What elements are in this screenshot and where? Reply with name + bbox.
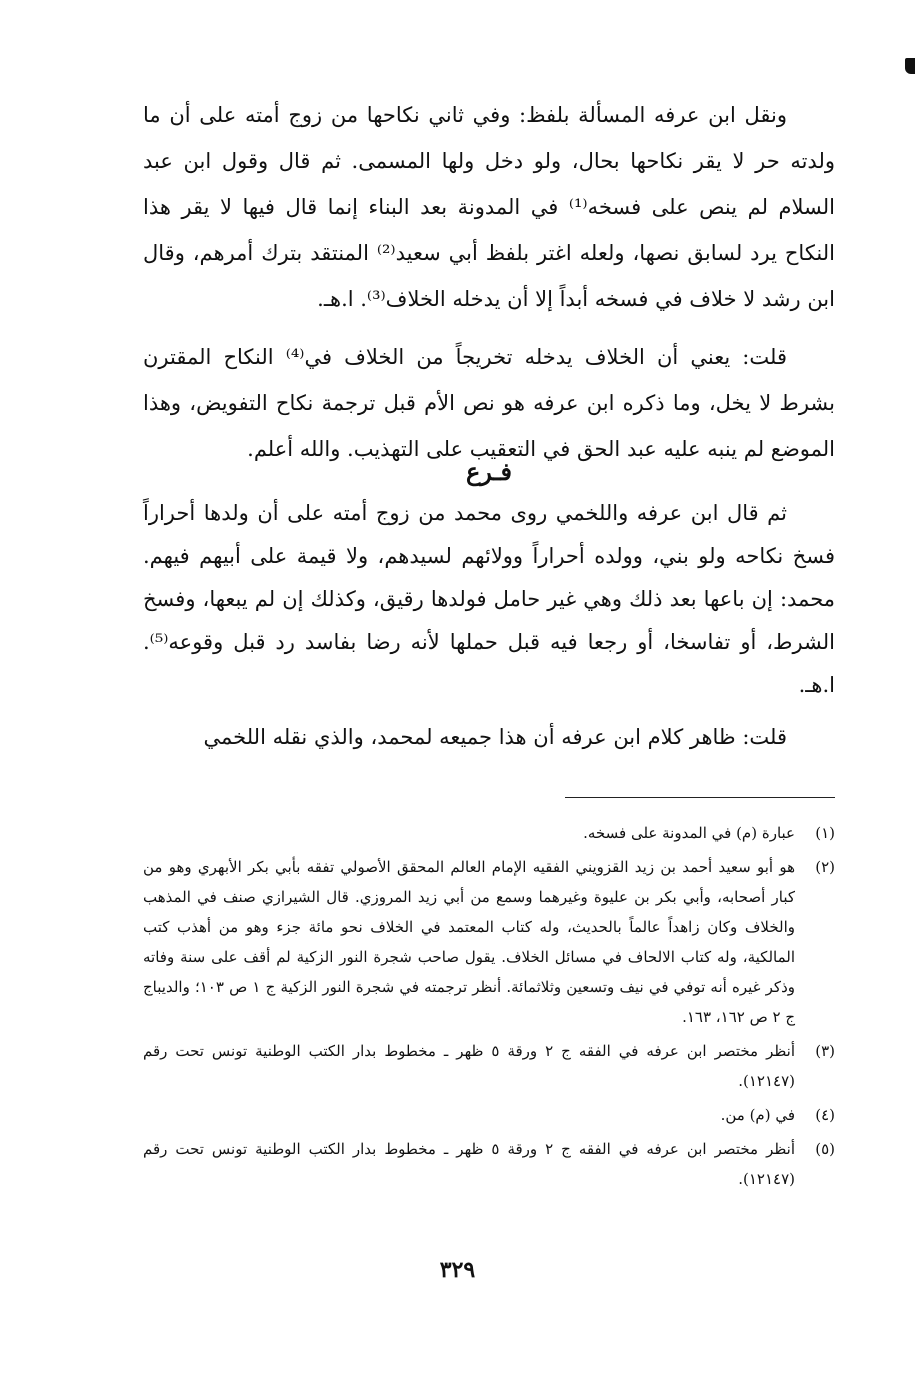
footnote-separator xyxy=(565,797,835,798)
section-heading: فـرع xyxy=(465,457,513,486)
footnote-number: (٥) xyxy=(815,1140,835,1158)
paragraph-3: ثم قال ابن عرفه واللخمي روى محمد من زوج أمته على أن ولدها أحراراً فسخ نكاحه ولو بني، وولده أحراراً وولائهم لسيدهم، ولا قيمة على أبيهم فيهم. محمد: إن باعها بعد ذلك وهي غير حامل فولدها رقيق، وكذلك إن لم يبعها، وفسخ الشرط، أو تفاسخا، أو رجعا فيه قبل حملها لأنه رضا بفاسد رد قبل وقوعه⁽⁵⁾. ا.هـ. xyxy=(143,501,835,697)
paragraph-2: قلت: يعني أن الخلاف يدخله تخريجاً من الخلاف في⁽⁴⁾ النكاح المقترن بشرط لا يخل، وما ذكره ابن عرفه هو نص الأم قبل ترجمة نكاح التفويض، وهذا الموضع لم ينبه عليه عبد الحق في التعقيب على التهذيب. والله أعلم. xyxy=(143,345,835,461)
footnote-text: أنظر مختصر ابن عرفه في الفقه ج ٢ ورقة ٥ ظهر ـ مخطوط بدار الكتب الوطنية تونس تحت رقم (١٢١٤٧). xyxy=(143,1140,795,1188)
section-text xyxy=(143,492,835,768)
footnote-3 xyxy=(143,1036,835,1096)
footnote-text: أنظر مختصر ابن عرفه في الفقه ج ٢ ورقة ٥ ظهر ـ مخطوط بدار الكتب الوطنية تونس تحت رقم (١٢١٤٧). xyxy=(143,1042,795,1090)
footnote-number: (٤) xyxy=(815,1106,835,1124)
footnote-number: (٢) xyxy=(815,858,835,876)
footnote-4 xyxy=(143,1100,835,1130)
footnote-1 xyxy=(143,818,835,848)
paragraph-4: قلت: ظاهر كلام ابن عرفه أن هذا جميعه لمحمد، والذي نقله اللخمي xyxy=(203,725,787,749)
main-text xyxy=(143,92,835,484)
footnote-text: هو أبو سعيد أحمد بن زيد القزويني الفقيه الإمام العالم المحقق الأصولي تفقه بأبي بكر الأبهري وهو من كبار أصحابه، وأبي بكر بن عليوة وغيرهما وسمع من أبي زيد المروزي. قال الشيرازي صنف في المذهب والخلاف وكان زاهداً عالماً بالحديث، وله كتاب المعتمد في الخلاف نحو مائة جزء وهو من أهذب كتب المالكية، وله كتاب الالحاف في مسائل الخلاف. يقول صاحب شجرة النور الزكية لم أقف على سنة وفاته وذكر غيره أنه توفي في نيف وتسعين وثلاثمائة. أنظر ترجمته في شجرة النور الزكية ج ١ ص ١٠٣؛ والديباج ج ٢ ص ١٦٢، ١٦٣. xyxy=(143,858,795,1026)
footnote-text: عبارة (م) في المدونة على فسخه. xyxy=(583,824,795,842)
footnotes xyxy=(143,818,835,1198)
scan-edge-mark xyxy=(905,58,915,74)
footnote-number: (١) xyxy=(815,824,835,842)
footnote-2 xyxy=(143,852,835,1032)
footnote-5 xyxy=(143,1134,835,1194)
page-number: ٣٢٩ xyxy=(439,1257,476,1283)
footnote-text: في (م) من. xyxy=(720,1106,795,1124)
footnote-number: (٣) xyxy=(815,1042,835,1060)
paragraph-1: ونقل ابن عرفه المسألة بلفظ: وفي ثاني نكاحها من زوج أمته على أن ما ولدته حر لا يقر نكاحها بحال، ولو دخل ولها المسمى. ثم قال وقول ابن عبد السلام لم ينص على فسخه⁽¹⁾ في المدونة بعد البناء إنما قال فيها لا يقر هذا النكاح يرد لسابق نصها، ولعله اغتر بلفظ أبي سعيد⁽²⁾ المنتقد بترك أمرهم، وقال ابن رشد لا خلاف في فسخه أبداً إلا أن يدخله الخلاف⁽³⁾. ا.هـ. xyxy=(143,103,835,311)
